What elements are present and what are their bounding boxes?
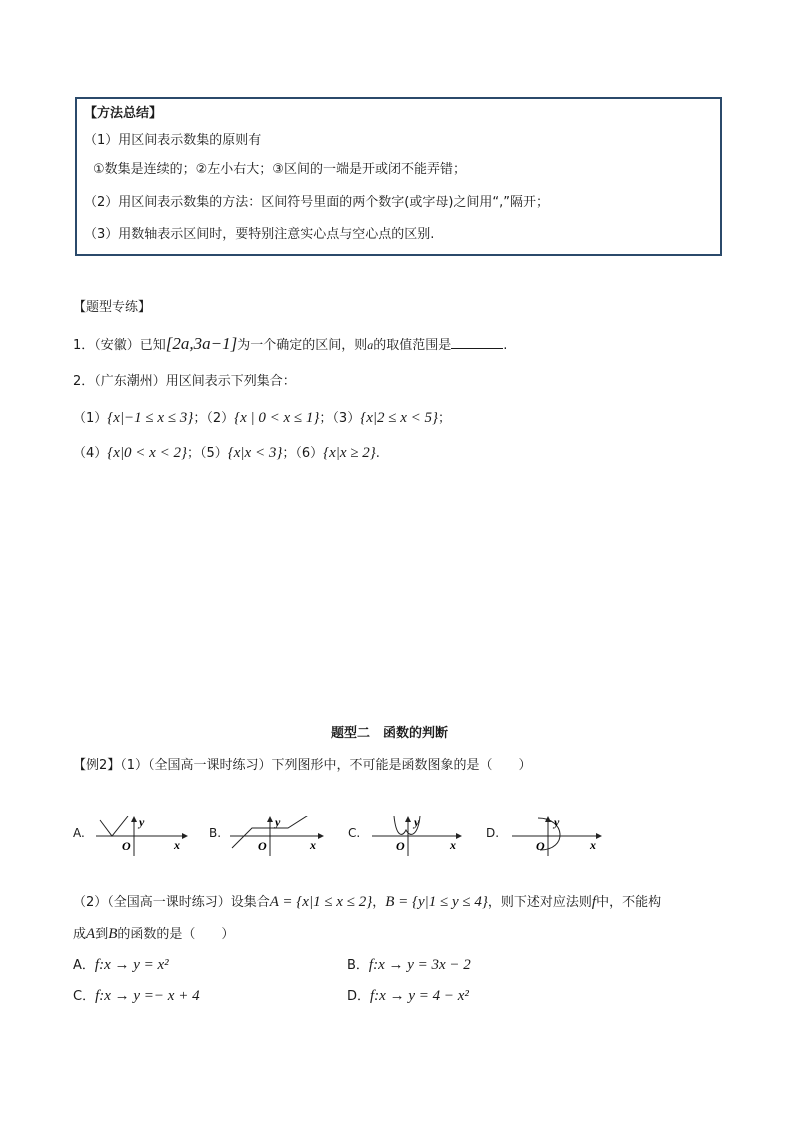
set-5-sep: ； <box>282 446 296 461</box>
graph-c-y-label: y <box>414 816 420 829</box>
practice-title: 【题型专练】 <box>73 300 152 315</box>
set-6-sep: . <box>375 446 380 461</box>
example-2-line-2 <box>73 924 234 945</box>
choice-c-expr: f:x → y =− x + 4 <box>95 988 200 1004</box>
set-1-index: （1） <box>73 411 108 426</box>
ex2-b: B <box>108 926 118 942</box>
graph-d-x-label: x <box>590 838 596 852</box>
set-6-index: （6） <box>295 446 324 461</box>
ex2-text-c: 中，不能构 <box>596 895 662 910</box>
ex2-text-f: 的函数的是（ ） <box>117 927 235 942</box>
answer-blank[interactable] <box>451 334 503 349</box>
q1-end: . <box>503 338 508 353</box>
q1-suffix: 的取值范围是 <box>373 338 452 353</box>
graph-option-b-label: B. <box>209 826 222 840</box>
choice-d[interactable] <box>347 986 469 1007</box>
choice-b-expr: f:x → y = 3x − 2 <box>368 957 471 973</box>
q1-interval: [2a,3a−1] <box>165 334 238 353</box>
set-1: {x|−1 ≤ x ≤ 3} <box>107 410 194 426</box>
summary-line-2: ①数集是连续的；②左小右大；③区间的一端是开或闭不能弄错； <box>93 162 466 177</box>
ex2-text-a: （2）（全国高一课时练习）设集合 <box>73 895 270 910</box>
graph-a-x-label: x <box>174 838 180 852</box>
set-2-index: （2） <box>206 411 235 426</box>
example-label: 【例2】 <box>73 758 121 773</box>
set-3-index: （3） <box>332 411 361 426</box>
ex2-text-e: 到 <box>95 927 109 942</box>
q1-mid: 为一个确定的区间，则 <box>237 338 368 353</box>
graph-option-a-label: A. <box>73 826 85 840</box>
graph-a-origin-label: O <box>122 839 131 853</box>
graph-b-y-label: y <box>275 816 281 829</box>
graph-c-x-label: x <box>450 838 456 852</box>
choice-d-expr: f:x → y = 4 − x² <box>370 988 469 1004</box>
set-4-index: （4） <box>73 446 108 461</box>
set-5-index: （5） <box>199 446 228 461</box>
example-1-text: （1）（全国高一课时练习）下列图形中，不可能是函数图象的是（ ） <box>120 758 532 773</box>
summary-line-1: （1）用区间表示数集的原则有 <box>84 133 262 148</box>
sets-row-2 <box>73 443 380 464</box>
graph-option-a[interactable] <box>92 816 188 858</box>
choice-a[interactable] <box>73 955 169 976</box>
choice-a-label: A． <box>73 958 95 973</box>
choice-d-label: D． <box>347 989 371 1004</box>
set-5: {x|x < 3} <box>227 445 283 461</box>
graph-c-origin-label: O <box>396 839 405 853</box>
question-2: 2．（广东潮州）用区间表示下列集合： <box>73 374 296 389</box>
choice-b[interactable] <box>347 955 471 976</box>
set-3-sep: ； <box>438 411 452 426</box>
graph-option-d[interactable] <box>508 816 604 858</box>
set-6: {x|x ≥ 2} <box>323 445 376 461</box>
ex2-text-b: ，则下述对应法则 <box>487 895 592 910</box>
set-2-sep: ； <box>319 411 333 426</box>
set-3: {x|2 ≤ x < 5} <box>360 410 438 426</box>
choice-c-label: C． <box>73 989 96 1004</box>
ex2-f: f <box>591 894 597 910</box>
sets-row-1 <box>73 408 451 429</box>
set-1-sep: ； <box>193 411 207 426</box>
example-2-line-1 <box>73 892 661 913</box>
set-4: {x|0 < x < 2} <box>107 445 187 461</box>
graph-b-x-label: x <box>310 838 316 852</box>
graph-option-d-label: D. <box>486 826 500 840</box>
set-b: B = {y|1 ≤ y ≤ 4} <box>385 894 488 910</box>
ex2-comma: ， <box>372 895 386 910</box>
graph-option-b[interactable] <box>226 816 326 858</box>
choice-c[interactable] <box>73 986 200 1007</box>
question-1 <box>73 334 507 356</box>
summary-title: 【方法总结】 <box>84 106 163 121</box>
summary-line-3: （2）用区间表示数集的方法：区间符号里面的两个数字(或字母)之间用“,”隔开； <box>84 195 550 210</box>
example-2-part-1 <box>73 756 532 776</box>
q1-var: a <box>367 338 374 352</box>
ex2-a: A <box>86 926 96 942</box>
ex2-text-d: 成 <box>73 927 87 942</box>
choice-a-expr: f:x → y = x² <box>94 957 169 973</box>
set-2: {x | 0 < x ≤ 1} <box>234 410 320 426</box>
graph-option-c[interactable] <box>368 816 464 858</box>
graph-b-origin-label: O <box>258 839 267 853</box>
graph-a-y-label: y <box>139 816 145 829</box>
summary-line-4: （3）用数轴表示区间时，要特别注意实心点与空心点的区别. <box>84 227 435 242</box>
section-heading: 题型二 函数的判断 <box>331 726 449 741</box>
set-4-sep: ； <box>186 446 200 461</box>
graph-d-y-label: y <box>554 816 560 829</box>
graph-option-c-label: C. <box>348 826 361 840</box>
q1-prefix: 1．（安徽）已知 <box>73 338 166 353</box>
graph-d-origin-label: O <box>536 839 545 853</box>
choice-b-label: B． <box>347 958 369 973</box>
set-a: A = {x|1 ≤ x ≤ 2} <box>269 894 373 910</box>
